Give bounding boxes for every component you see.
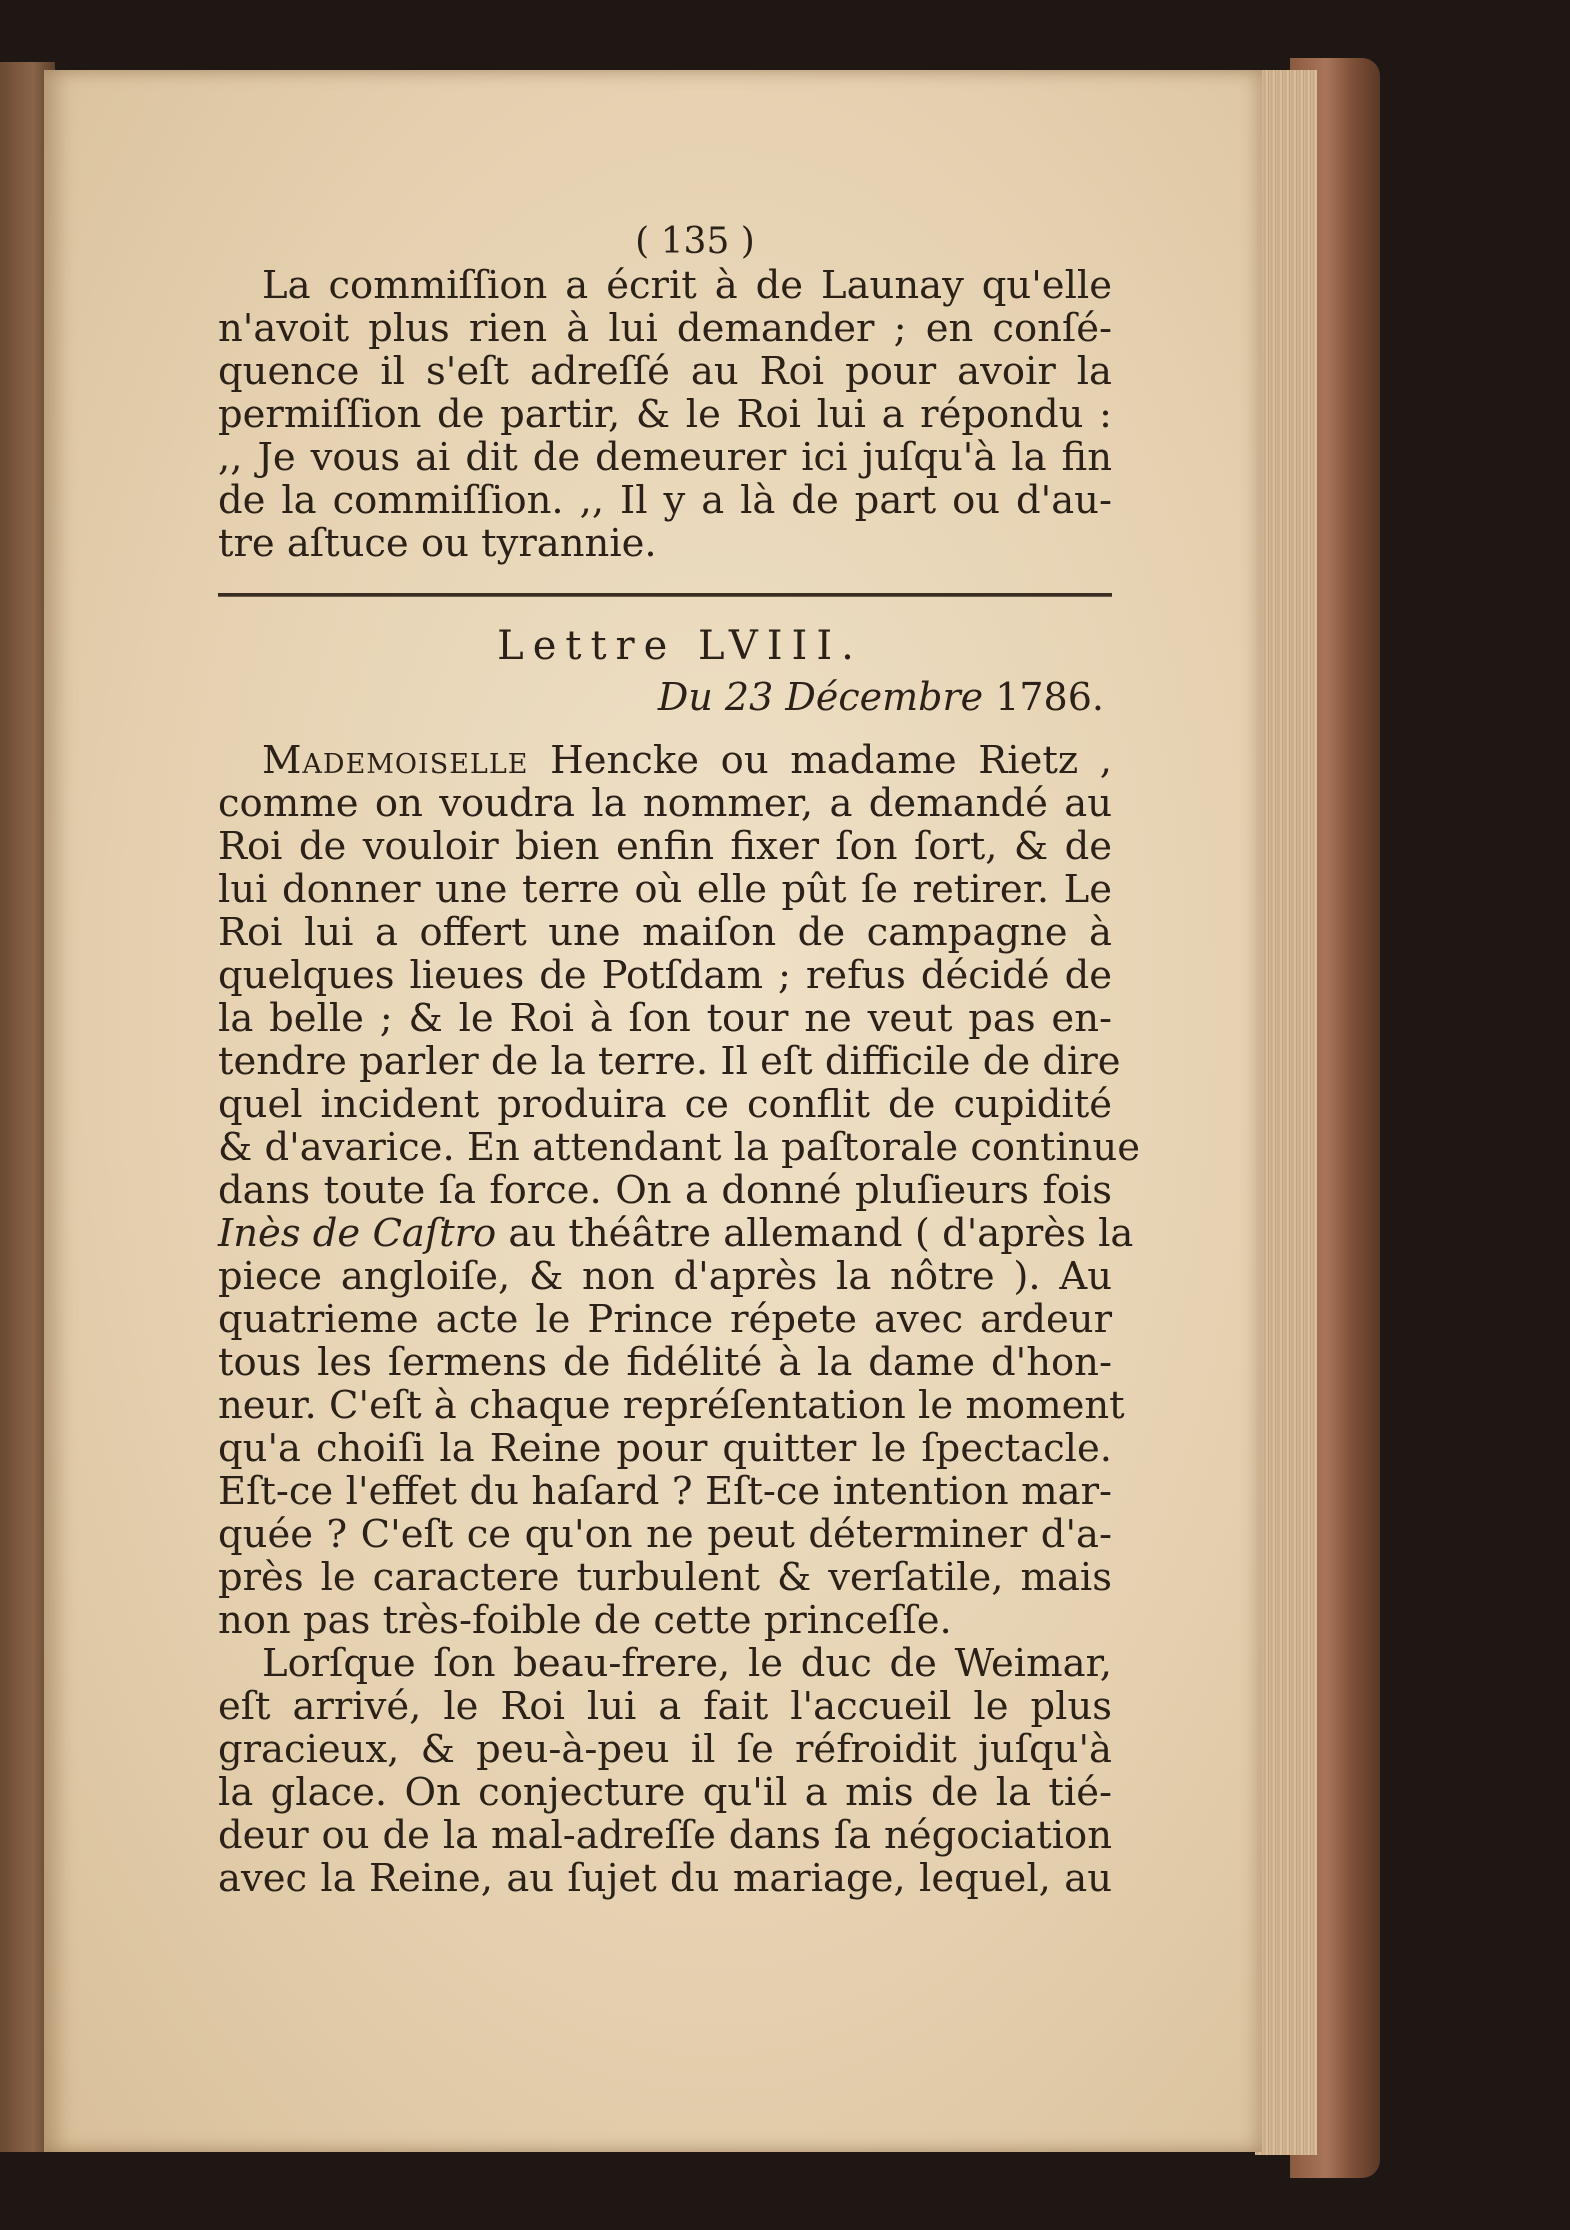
date-year: 1786. [995,675,1104,719]
letter-heading: Lettre LVIII. [497,623,863,669]
text-line: Eſt-ce l'effet du haſard ? Eſt-ce intention mar- [218,1469,1112,1514]
section-rule [218,593,1112,597]
text-line: gracieux, & peu-à-peu il ſe réfroidit juſqu'à [218,1727,1112,1772]
text-line [218,1211,1134,1256]
text-line: quelques lieues de Potſdam ; refus décidé de [218,953,1112,998]
text-line: lui donner une terre où elle pût ſe retirer. Le [218,867,1112,912]
opening-word: Mademoiselle [262,738,529,783]
text-line: de la commiſſion. ,, Il y a là de part ou d'au- [218,478,1112,523]
text-line: La commiſſion a écrit à de Launay qu'elle [262,263,1112,308]
paragraph-1 [218,738,1141,1643]
text-line: comme on voudra la nommer, a demandé au [218,781,1112,826]
text-line: la glace. On conjecture qu'il a mis de la tié- [218,1770,1112,1815]
text-line: Roi de vouloir bien enfin fixer ſon ſort, & de [218,824,1112,869]
text-line: tous les ſermens de fidélité à la dame d'hon- [218,1340,1112,1385]
text-line: qu'a choiſi la Reine pour quitter le ſpectacle. [218,1426,1112,1471]
paragraph-2 [218,1642,1112,1900]
opening-rest: Hencke ou madame Rietz , [550,738,1112,783]
text-line: permiſſion de partir, & le Roi lui a répondu : [218,392,1112,437]
page-edges [1255,70,1317,2155]
text-line: tre aſtuce ou tyrannie. [218,521,657,566]
text-line: avec la Reine, au ſujet du mariage, lequel, au [218,1856,1112,1901]
text-line: quatrieme acte le Prince répete avec ardeur [218,1297,1112,1342]
text-line: ,, Je vous ai dit de demeurer ici juſqu'à la fin [218,435,1112,480]
text-line: n'avoit plus rien à lui demander ; en conſé- [218,306,1112,351]
text-line: neur. C'eſt à chaque repréſentation le moment [218,1383,1125,1428]
text-line [218,739,1112,782]
text-line: non pas très-foible de cette princeſſe. [218,1598,952,1643]
intro-paragraph [218,264,1112,565]
text-line: tendre parler de la terre. Il eſt difficile de dire [218,1039,1121,1084]
text-line: eſt arrivé, le Roi lui a fait l'accueil le plus [218,1684,1112,1729]
line-rest: au théâtre allemand ( d'après la [508,1211,1134,1256]
text-line: Lorſque ſon beau-frere, le duc de Weimar, [262,1641,1112,1686]
text-line: quel incident produira ce conflit de cupidité [218,1082,1112,1127]
page-number: ( 135 ) [635,221,755,262]
text-line: quence il s'eſt adreſſé au Roi pour avoir la [218,349,1112,394]
text-line: quée ? C'eſt ce qu'on ne peut déterminer d'a- [218,1512,1112,1557]
date-text: Du 23 Décembre [657,675,984,719]
play-title: Inès de Caſtro [218,1211,497,1256]
page-text [218,221,1141,1901]
text-line: deur ou de la mal-adreſſe dans ſa négociation [218,1813,1112,1858]
text-line: la belle ; & le Roi à ſon tour ne veut pas en- [218,996,1112,1041]
text-line: & d'avarice. En attendant la paſtorale continue [218,1125,1141,1170]
text-line: près le caractere turbulent & verſatile, mais [218,1555,1112,1600]
text-line: Roi lui a offert une maiſon de campagne à [218,910,1112,955]
text-line: piece angloiſe, & non d'après la nôtre ). Au [218,1254,1112,1299]
text-line: dans toute ſa force. On a donné pluſieurs fois [218,1168,1112,1213]
letter-date [218,675,1112,719]
